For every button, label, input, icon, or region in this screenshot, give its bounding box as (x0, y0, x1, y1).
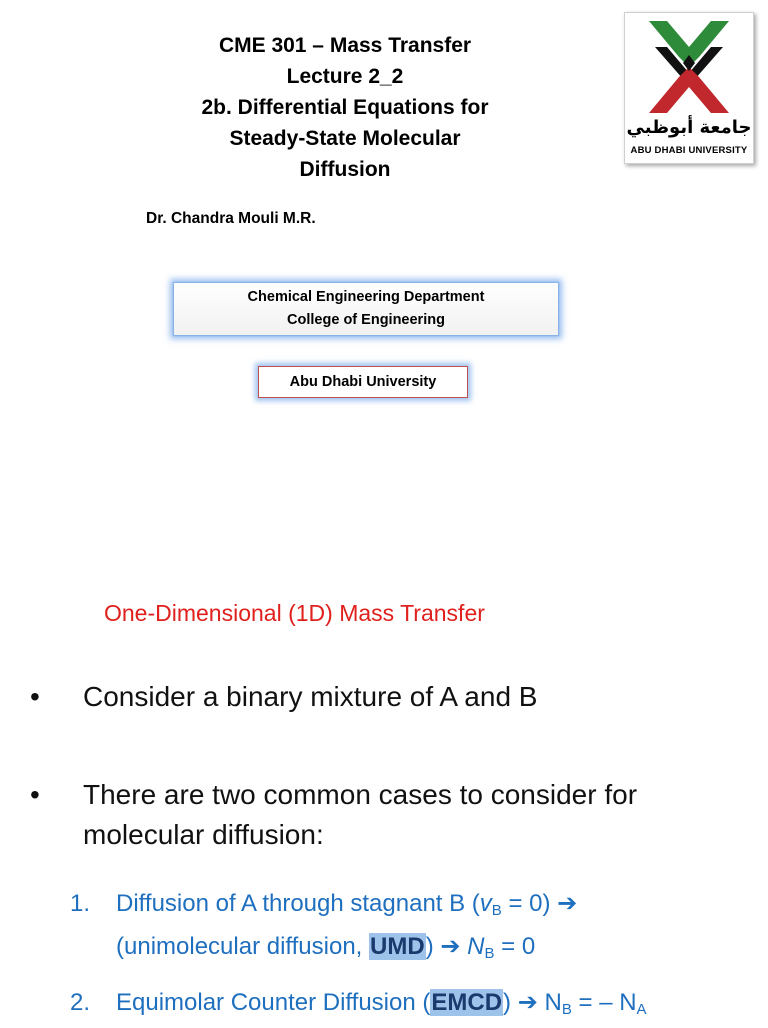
abbreviation-highlight: EMCD (431, 989, 503, 1016)
topic-line-3: Diffusion (299, 158, 391, 181)
case-number: 1. (70, 890, 91, 917)
department-name: Chemical Engineering Department (247, 289, 485, 305)
case-text-part: = – N (571, 989, 637, 1016)
author-name: Dr. Chandra Mouli M.R. (146, 210, 316, 227)
case-text (116, 985, 647, 1028)
arrow-right-icon: ➔ (440, 933, 461, 960)
logo-arabic-text: جامعة أبوظبي (626, 117, 752, 138)
case-text-part: Diffusion of A through stagnant B ( (116, 890, 480, 917)
flux-symbol: N (467, 933, 485, 960)
bullet-text (83, 775, 637, 855)
abbreviation-highlight: UMD (370, 933, 425, 960)
case-number: 2. (70, 989, 91, 1016)
bullet-marker: • (30, 779, 40, 810)
case-text-part: ) (503, 989, 518, 1016)
case-text (116, 886, 577, 972)
topic-line-2: Steady-State Molecular (229, 127, 461, 150)
logo-english-text: ABU DHABI UNIVERSITY (630, 145, 748, 156)
velocity-symbol: v (479, 890, 492, 917)
case-text-part: Equimolar Counter Diffusion ( (116, 989, 431, 1016)
case-text-part: (unimolecular diffusion, (116, 933, 370, 960)
case-line (116, 929, 577, 972)
case-text-part: N (537, 989, 562, 1016)
bullet-marker: • (30, 681, 40, 712)
subscript: B (561, 1001, 572, 1018)
logo-emblem-icon (645, 19, 733, 115)
university-box: Abu Dhabi University (258, 366, 468, 398)
case-text-part: = 0 (494, 933, 536, 960)
case-text-part: ) (425, 933, 441, 960)
subscript: A (636, 1001, 647, 1018)
department-box (174, 283, 558, 335)
college-name: College of Engineering (287, 312, 445, 328)
lecture-number: Lecture 2_2 (286, 65, 404, 88)
course-title: CME 301 – Mass Transfer (218, 34, 472, 57)
subscript: B (484, 945, 495, 962)
section-title: One-Dimensional (1D) Mass Transfer (104, 600, 485, 626)
bullet-text-line: There are two common cases to consider for (83, 779, 638, 810)
university-logo (624, 12, 754, 164)
topic-line-1: 2b. Differential Equations for (201, 96, 489, 119)
subscript: B (491, 902, 502, 919)
lecture-title (150, 30, 540, 185)
arrow-right-icon: ➔ (557, 890, 578, 917)
case-text-part: = 0) (501, 890, 558, 917)
bullet-text-line: molecular diffusion: (83, 819, 324, 850)
case-line (116, 886, 577, 929)
arrow-right-icon: ➔ (517, 989, 538, 1016)
bullet-text: Consider a binary mixture of A and B (83, 681, 538, 712)
